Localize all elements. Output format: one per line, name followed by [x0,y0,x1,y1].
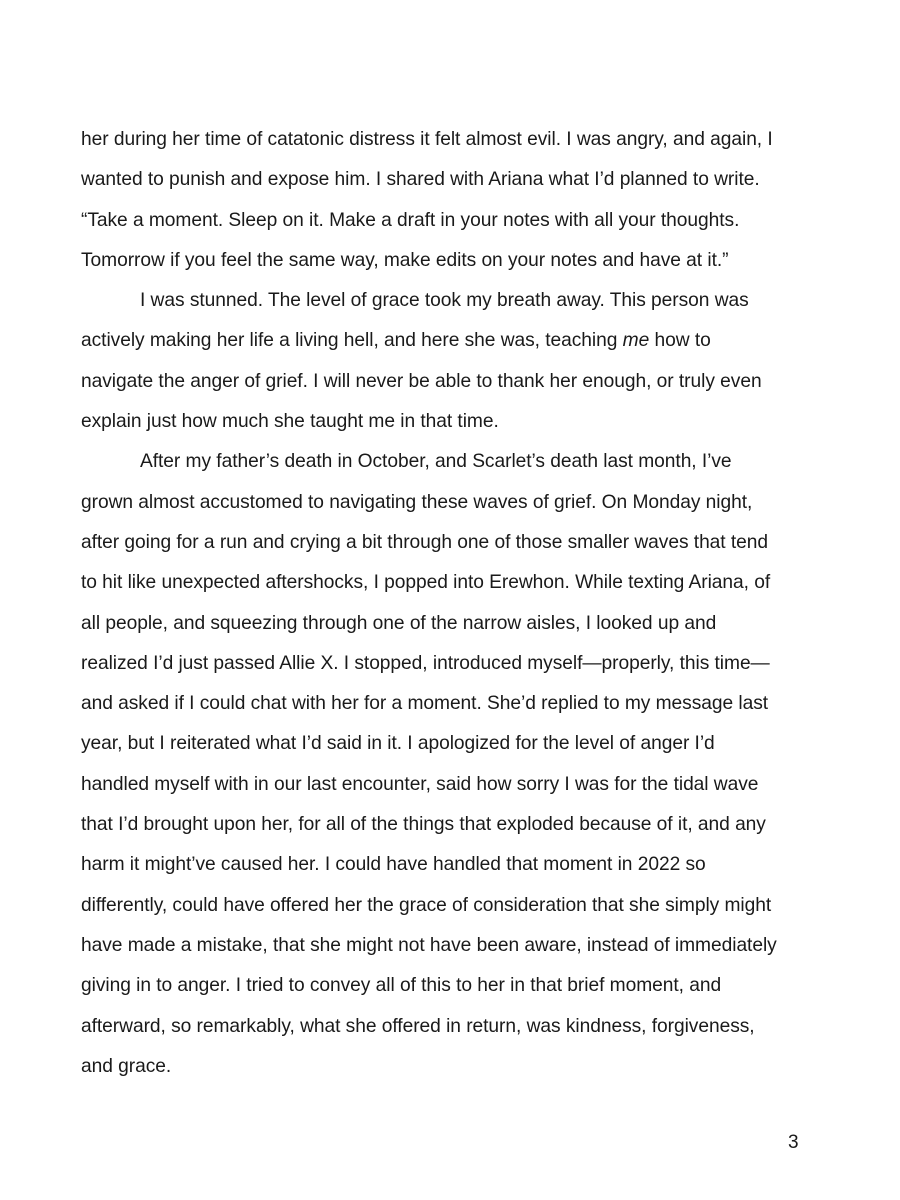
text-line: differently, could have offered her the grace of consideration that she simply might [81,894,772,916]
text-line: After my father’s death in October, and Scarlet’s death last month, I’ve [140,451,732,473]
text-line: realized I’d just passed Allie X. I stopped, introduced myself—properly, this time— [81,652,770,674]
text-line: after going for a run and crying a bit through one of those smaller waves that tend [81,531,769,553]
text-segment: actively making her life a living hell, and here she was, teaching [81,330,623,352]
text-line: Tomorrow if you feel the same way, make edits on your notes and have at it.” [81,249,729,271]
text-line: and asked if I could chat with her for a moment. She’d replied to my message last [81,693,769,715]
text-line: have made a mistake, that she might not have been aware, instead of immediately [81,934,777,956]
emphasized-word: me [622,330,650,352]
text-line: all people, and squeezing through one of the narrow aisles, I looked up and [81,612,717,634]
text-line: explain just how much she taught me in that time. [81,411,499,433]
text-line: year, but I reiterated what I’d said in it. I apologized for the level of anger I’d [81,733,715,755]
text-line: and grace. [81,1055,172,1077]
page-number: 3 [788,1132,799,1153]
text-line: “Take a moment. Sleep on it. Make a draft in your notes with all your thoughts. [81,209,740,231]
text-line: handled myself with in our last encounter, said how sorry I was for the tidal wave [81,773,759,795]
text-segment: how to [649,330,711,352]
body-text [81,120,811,1087]
text-line: to hit like unexpected aftershocks, I popped into Erewhon. While texting Ariana, of [81,572,771,594]
text-line: I was stunned. The level of grace took my breath away. This person was [140,290,749,312]
text-line-with-emphasis [81,321,811,361]
text-line: wanted to punish and expose him. I shared with Ariana what I’d planned to write. [81,169,760,191]
text-line: afterward, so remarkably, what she offered in return, was kindness, forgiveness, [81,1015,755,1037]
text-line: giving in to anger. I tried to convey all of this to her in that brief moment, and [81,975,722,997]
text-line: harm it might’ve caused her. I could have handled that moment in 2022 so [81,854,706,876]
text-line: grown almost accustomed to navigating these waves of grief. On Monday night, [81,491,753,513]
text-line: her during her time of catatonic distress it felt almost evil. I was angry, and again, I [81,129,773,150]
text-line: that I’d brought upon her, for all of the things that exploded because of it, and any [81,814,766,836]
text-line: navigate the anger of grief. I will never be able to thank her enough, or truly even [81,370,762,392]
